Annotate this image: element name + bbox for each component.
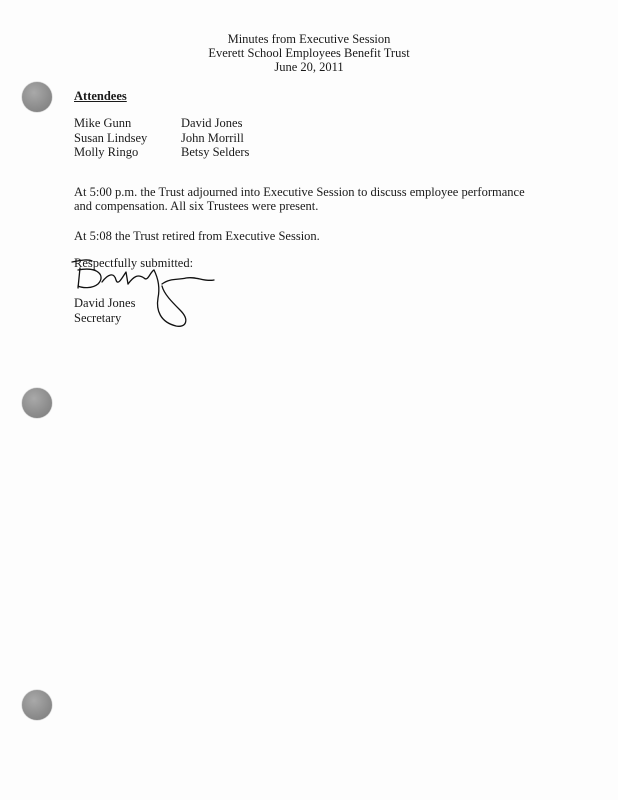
signatory-title: Secretary — [74, 310, 122, 325]
punch-hole-middle — [22, 388, 52, 418]
punch-hole-top — [22, 82, 52, 112]
document-header — [0, 32, 618, 74]
header-title: Minutes from Executive Session — [227, 32, 391, 46]
signatory-block — [74, 296, 135, 325]
paragraph-executive-session-start: At 5:00 p.m. the Trust adjourned into Executive Session to discuss employee performance and compensation. All six Trustees were present. — [74, 185, 525, 213]
paragraph-executive-session-end: At 5:08 the Trust retired from Executive Session. — [74, 229, 320, 243]
attendees-list — [74, 116, 301, 160]
attendee: Mike Gunn — [74, 116, 132, 130]
header-date: June 20, 2011 — [274, 60, 344, 74]
attendee: Susan Lindsey — [74, 130, 148, 145]
closing-salutation: Respectfully submitted: — [74, 256, 194, 270]
attendee: John Morrill — [181, 130, 244, 145]
attendees-column-left — [74, 116, 181, 160]
punch-hole-bottom — [22, 690, 52, 720]
attendees-heading: Attendees — [74, 89, 127, 103]
signatory-name: David Jones — [74, 296, 136, 310]
header-organization: Everett School Employees Benefit Trust — [208, 46, 410, 60]
attendee: Betsy Selders — [181, 145, 250, 159]
attendee: Molly Ringo — [74, 145, 139, 159]
attendee: David Jones — [181, 116, 243, 130]
attendees-column-right — [181, 116, 301, 160]
